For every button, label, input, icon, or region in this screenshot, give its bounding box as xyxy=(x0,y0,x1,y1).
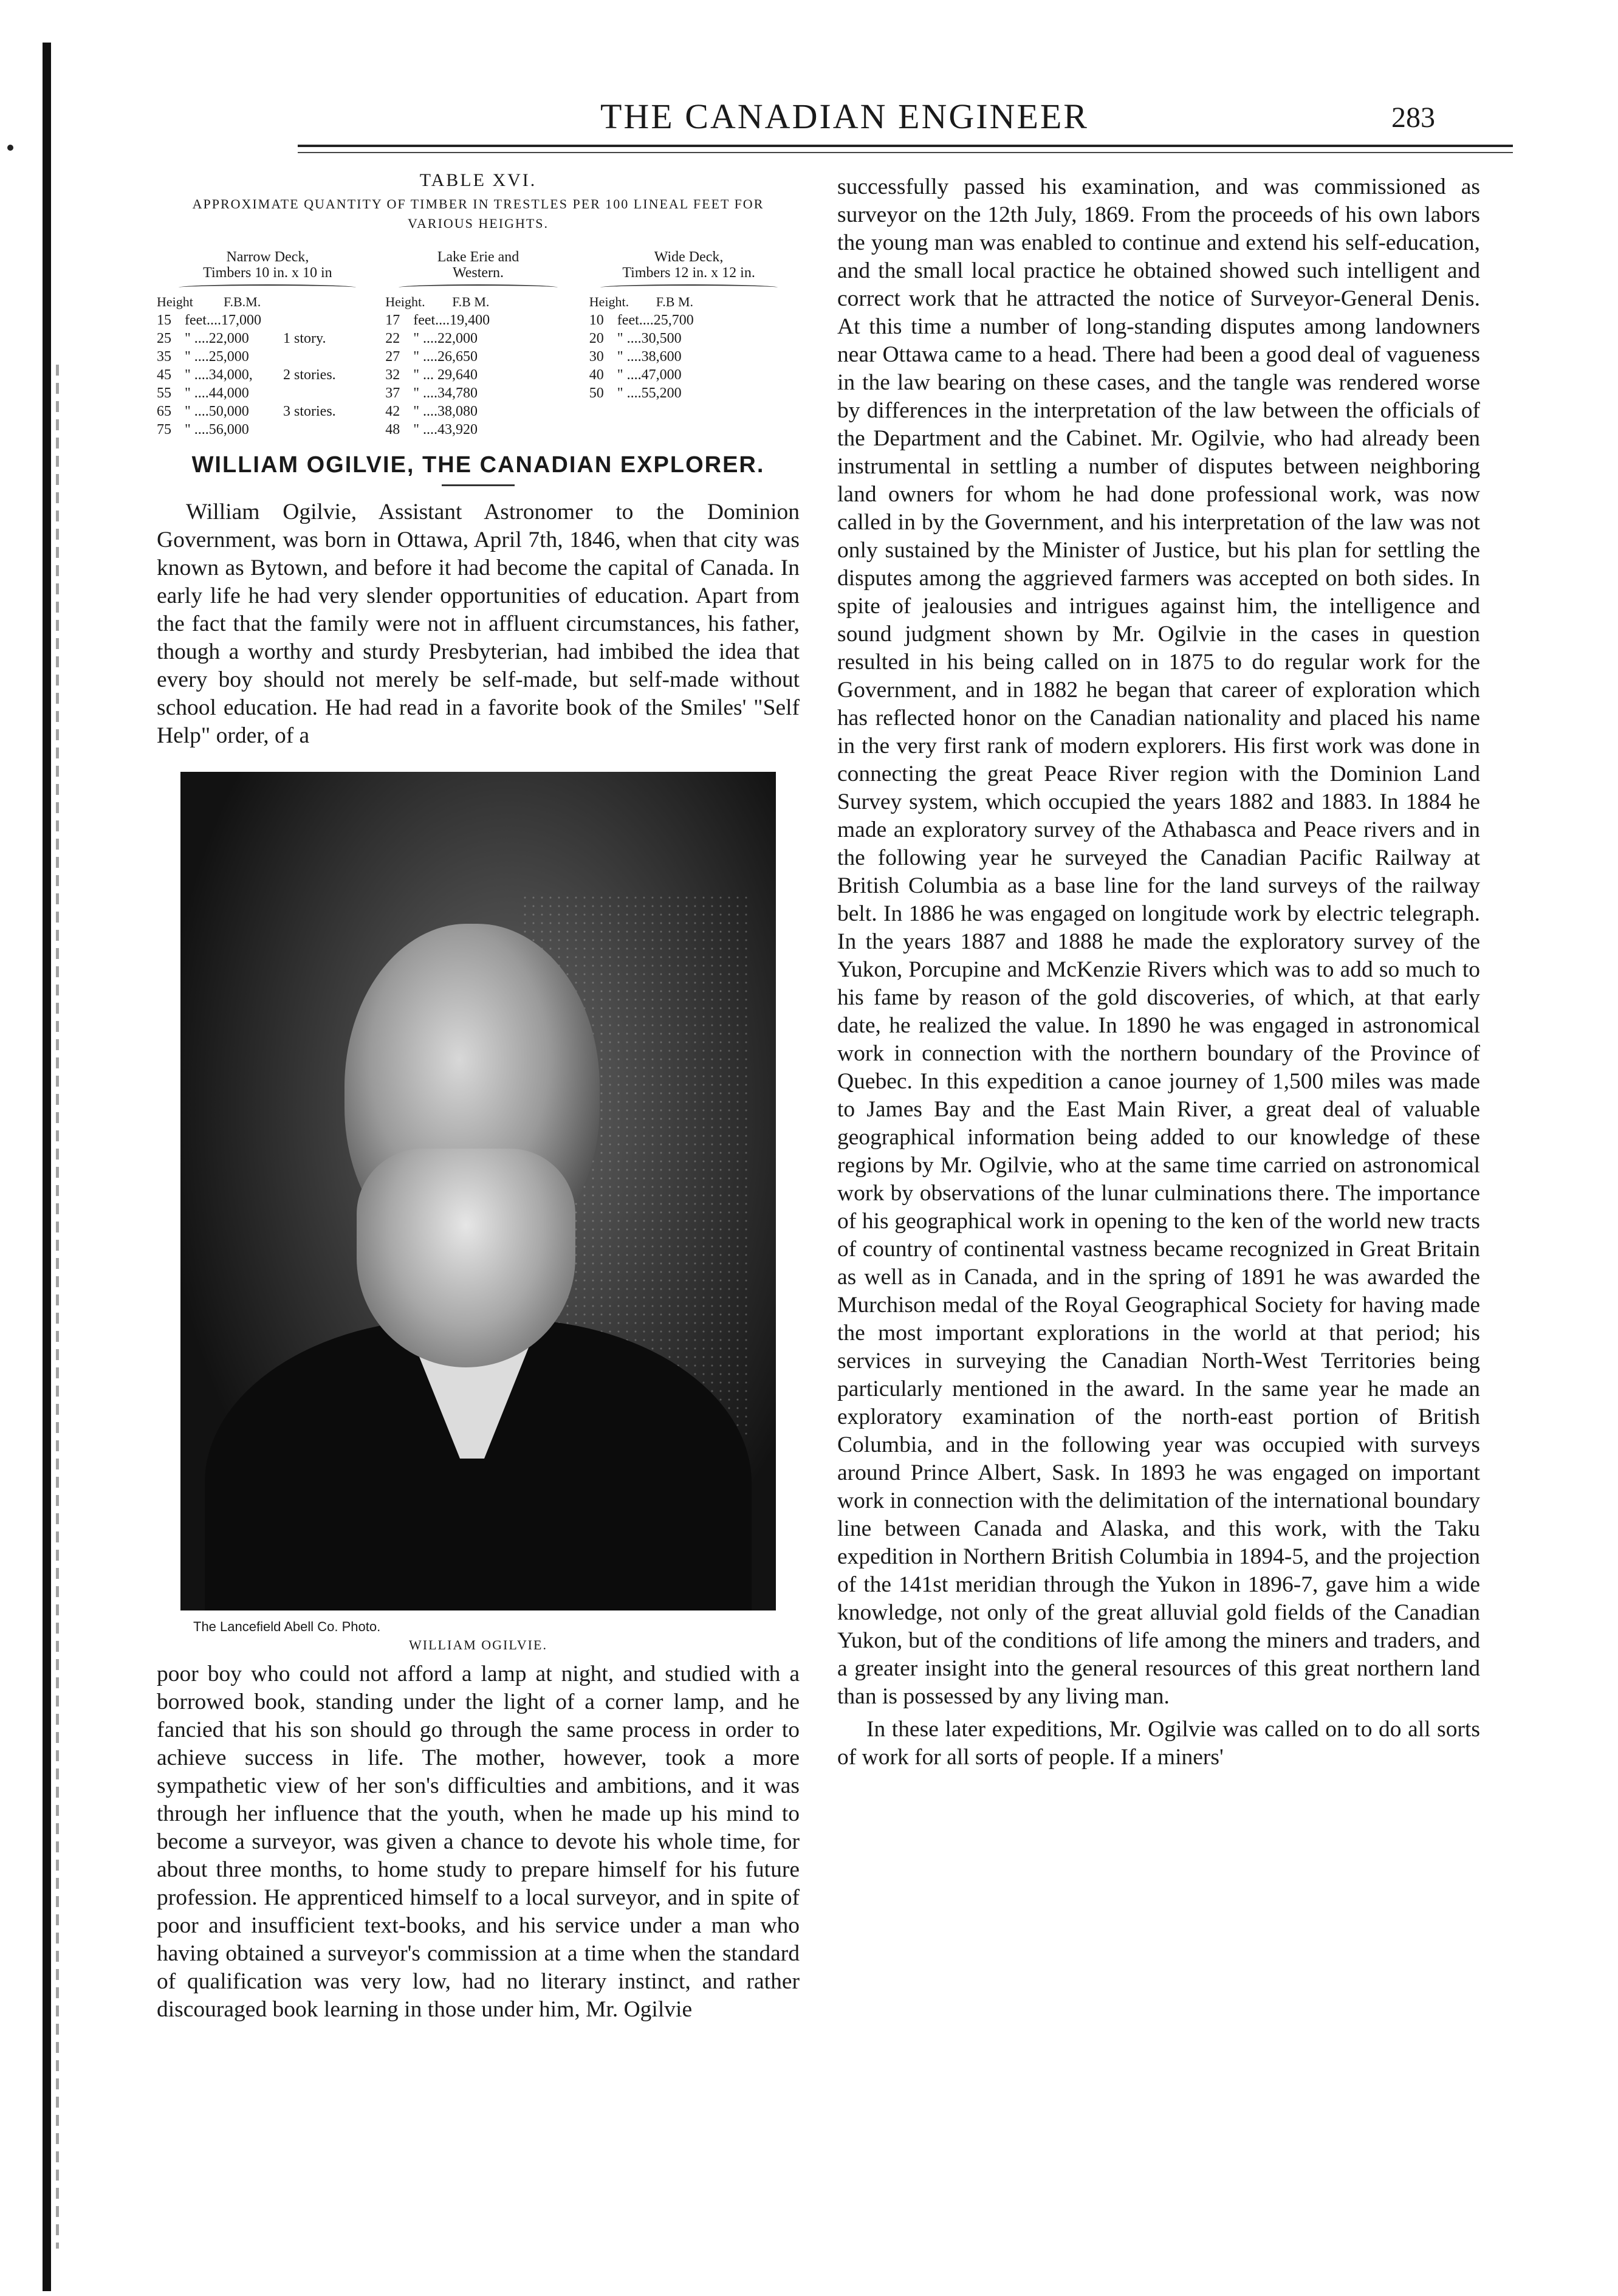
row-height: 48 xyxy=(385,422,400,438)
row-fbm: " ....50,000 xyxy=(185,404,249,419)
table-rows-wide xyxy=(589,311,800,402)
table-group-headers xyxy=(157,249,800,290)
fbm-header: F.B M. xyxy=(656,294,694,309)
scan-speck xyxy=(7,145,13,151)
row-story-note xyxy=(276,384,283,402)
table-row xyxy=(157,348,367,366)
row-height: 55 xyxy=(157,385,171,401)
row-fbm: " ....22,000 xyxy=(413,331,478,346)
row-fbm: " ....38,600 xyxy=(617,349,682,365)
row-height: 45 xyxy=(157,367,171,383)
scan-binding-stitches xyxy=(56,365,59,2249)
row-height: 65 xyxy=(157,404,171,419)
table-block-lake-erie xyxy=(367,293,575,439)
table-row xyxy=(589,311,800,329)
height-header: Height xyxy=(157,294,193,309)
table-row xyxy=(157,402,367,421)
row-height: 25 xyxy=(157,331,171,346)
article-title: WILLIAM OGILVIE, THE CANADIAN EXPLORER. xyxy=(191,452,765,478)
group-bracket xyxy=(179,284,356,290)
right-column xyxy=(837,173,1480,1772)
row-height: 32 xyxy=(385,367,400,383)
row-fbm: " ....25,000 xyxy=(185,349,249,365)
table-row xyxy=(157,311,367,329)
photo-caption: WILLIAM OGILVIE. xyxy=(409,1637,547,1652)
group-title: Narrow Deck, xyxy=(226,249,309,265)
header-rule xyxy=(298,145,1513,147)
row-height: 50 xyxy=(589,385,604,401)
row-height: 35 xyxy=(157,349,171,365)
row-fbm: " ....38,080 xyxy=(413,404,478,419)
row-story-note: 2 stories. xyxy=(283,367,336,383)
row-fbm: feet....19,400 xyxy=(413,312,490,328)
table-row xyxy=(157,421,367,439)
row-height: 37 xyxy=(385,385,400,401)
row-fbm: " ....47,000 xyxy=(617,367,682,383)
table-row xyxy=(589,366,800,384)
article-paragraph: poor boy who could not afford a lamp at night, and studied with a borrowed book, standing under the light of a corner lamp, and he fancied that his son should go through the same process in order to achieve success in life. The mother, however, took a more sympathetic view of her son's difficulties and ambitions, and it was through her influence that the youth, when he made up his mind to become a surveyor, was given a chance to devote his whole time, for about three months, to home study to prepare himself for his future profession. He apprenticed himself to a local surveyor, and in spite of poor and insufficient text-books, and his service under a man who having obtained a surveyor's commission at a time when the standard of qualification was very low, had no literary instinct, and rather discouraged book learning in those under him, Mr. Ogilvie xyxy=(157,1662,800,2022)
table-row xyxy=(385,402,575,421)
row-height: 22 xyxy=(385,331,400,346)
table-row xyxy=(385,348,575,366)
table-row xyxy=(157,384,367,402)
row-story-note xyxy=(276,311,283,329)
table-row xyxy=(589,348,800,366)
article-paragraph: William Ogilvie, Assistant Astronomer to the Dominion Government, was born in Ottawa, April 7th, 1846, when that city was known as Bytown, and before it had become the capital of Canada. In early life he had very slender opportunities of education. Apart from the fact that the family were not in affluent circumstances, his father, though a worthy and sturdy Presbyterian, had imbibed the idea that every boy should not merely be self-made, but self-made without school education. He had read in a favorite book of the Smiles' "Self Help" order, of a xyxy=(157,500,800,748)
table-row xyxy=(385,384,575,402)
height-header: Height. xyxy=(385,294,425,309)
group-bracket xyxy=(399,284,558,290)
scan-binding-edge xyxy=(43,43,51,2291)
height-header: Height. xyxy=(589,294,629,309)
row-fbm: " ....34,780 xyxy=(413,385,478,401)
row-fbm: " ... 29,640 xyxy=(413,367,478,383)
table-row xyxy=(157,329,367,348)
table-column-header xyxy=(157,293,367,311)
row-fbm: " ....34,000, xyxy=(185,367,253,383)
row-story-note xyxy=(276,348,283,366)
table-row xyxy=(589,329,800,348)
group-title: Lake Erie and xyxy=(437,249,519,265)
article-paragraph: successfully passed his examination, and was commissioned as surveyor on the 12th July, 1869. From the proceeds of his own labors the young man was enabled to continue and extend his self-education, and the small local practice he obtained showed such intelligent and correct work that he attracted the notice of Surveyor-General Denis. At this time a number of long-standing disputes among landowners near Ottawa came to a head. There had been a good deal of vagueness in the law bearing on these cases, and the tangle was rendered worse by differences in the interpretation of the law between the officials of the Department and the Cabinet. Mr. Ogilvie, who had already been instrumental in settling a number of disputes between neighboring land owners for whom he had done professional work, was now called in by the Government, and his interpretation of the law was not only sustained by the Minister of Justice, but his plan for settling the disputes among the aggrieved farmers was accepted on both sides. In spite of jealousies and intrigues against him, the intelligence and sound judgment shown by Mr. Ogilvie in the cases in question resulted in his being called on in 1875 to do regular work for the Government, and in 1882 he began that career of exploration which has reflected honor on the Canadian nationality and placed his name in the very first rank of modern explorers. His first work was done in connecting the great Peace River region with the Dominion Land Survey system, which occupied the years 1882 and 1883. In 1884 he made an exploratory survey of the Athabasca and Peace rivers and in the following year he surveyed the Canadian Pacific Railway at British Columbia as a base line for the land surveys of the railway belt. In 1886 he was engaged on longitude work by electric telegraph. In the years 1887 and 1888 he made the exploratory survey of the Yukon, Porcupine and McKenzie Rivers which was to add so much to his fame by reason of the gold discoveries, of which, at that early date, he realized the value. In 1890 he was engaged in astronomical work in connection with the northern boundary of the Province of Quebec. In this expedition a canoe journey of 1,500 miles was made to James Bay and the East Main River, a great deal of valuable geographical information being added to our knowledge of these regions by Mr. Ogilvie, who at the same time carried on astronomical work by observations of the lunar culminations there. The importance of his geographical work in opening to the ken of the world new tracts of country of continental vastness became recognized in Great Britain as well as in Canada, and in the spring of 1891 he was awarded the Murchison medal of the Royal Geographical Society for having made the most important explorations in the world at that period; his services in surveying the Canadian North-West Territories being particularly mentioned in the award. In the same year he made an exploratory examination of the north-east portion of British Columbia, and in the following year was occupied with surveys around Prince Albert, Sask. In 1893 he was engaged on important work in connection with the delimitation of the international boundary line between Canada and Alaska, and this work, with the Taku expedition in Northern British Columbia in 1894-5, and the projection of the 141st meridian through the Yukon in 1896-7, gave him a wide knowledge, not only of the great alluvial gold fields of the Canadian Yukon, but of the conditions of life among the miners and traders, and a greater insight into the general resources of this great northern land than is possessed by any living man. xyxy=(837,174,1480,1709)
row-height: 42 xyxy=(385,404,400,419)
table-block-narrow xyxy=(157,293,367,439)
title-rule xyxy=(442,484,515,486)
row-fbm: " ....22,000 xyxy=(185,331,249,346)
fbm-header: F.B.M. xyxy=(224,294,261,309)
table-rows-lake-erie xyxy=(385,311,575,439)
row-height: 40 xyxy=(589,367,604,383)
header-rule-thin xyxy=(298,152,1513,153)
group-subtitle: Timbers 12 in. x 12 in. xyxy=(622,265,755,281)
article-paragraph: In these later expeditions, Mr. Ogilvie was called on to do all sorts of work for all sorts of people. If a miners' xyxy=(837,1717,1480,1770)
portrait-beard xyxy=(357,1149,575,1367)
table-row xyxy=(385,311,575,329)
row-height: 10 xyxy=(589,312,604,328)
table-subcaption: APPROXIMATE QUANTITY OF TIMBER IN TRESTLES PER 100 LINEAL FEET FOR VARIOUS HEIGHTS. xyxy=(192,196,764,231)
row-fbm: feet....25,700 xyxy=(617,312,694,328)
table-column-header xyxy=(385,293,575,311)
group-subtitle: Timbers 10 in. x 10 in xyxy=(203,265,332,281)
portrait-photo xyxy=(180,772,776,1610)
table-group-narrow xyxy=(157,249,379,290)
row-height: 75 xyxy=(157,422,171,438)
row-fbm: " ....56,000 xyxy=(185,422,249,438)
fbm-header: F.B M. xyxy=(452,294,490,309)
row-story-note xyxy=(276,421,283,439)
row-fbm: feet....17,000 xyxy=(185,312,261,328)
row-fbm: " ....44,000 xyxy=(185,385,249,401)
row-fbm: " ....43,920 xyxy=(413,422,478,438)
group-subtitle: Western. xyxy=(452,265,504,281)
table-caption: TABLE XVI. xyxy=(419,170,537,190)
table-row xyxy=(385,366,575,384)
row-story-note: 3 stories. xyxy=(283,404,336,419)
photo-credit: The Lancefield Abell Co. Photo. xyxy=(193,1619,381,1634)
running-title: THE CANADIAN ENGINEER xyxy=(600,97,1089,136)
row-fbm: " ....55,200 xyxy=(617,385,682,401)
row-height: 20 xyxy=(589,331,604,346)
table-group-wide xyxy=(578,249,800,290)
row-fbm: " ....26,650 xyxy=(413,349,478,365)
row-height: 17 xyxy=(385,312,400,328)
table-block-wide xyxy=(575,293,800,439)
page-number: 283 xyxy=(1391,101,1435,134)
table-row xyxy=(385,329,575,348)
table-row xyxy=(385,421,575,439)
table-group-lake-erie xyxy=(379,249,578,290)
table-row xyxy=(589,384,800,402)
group-title: Wide Deck, xyxy=(654,249,724,265)
group-bracket xyxy=(600,284,778,290)
row-fbm: " ....30,500 xyxy=(617,331,682,346)
table-rows-narrow xyxy=(157,311,367,439)
timber-table xyxy=(157,293,800,439)
table-row xyxy=(157,366,367,384)
row-height: 27 xyxy=(385,349,400,365)
row-height: 15 xyxy=(157,312,171,328)
table-column-header xyxy=(589,293,800,311)
row-story-note: 1 story. xyxy=(283,331,326,346)
left-column xyxy=(157,165,800,2024)
row-height: 30 xyxy=(589,349,604,365)
